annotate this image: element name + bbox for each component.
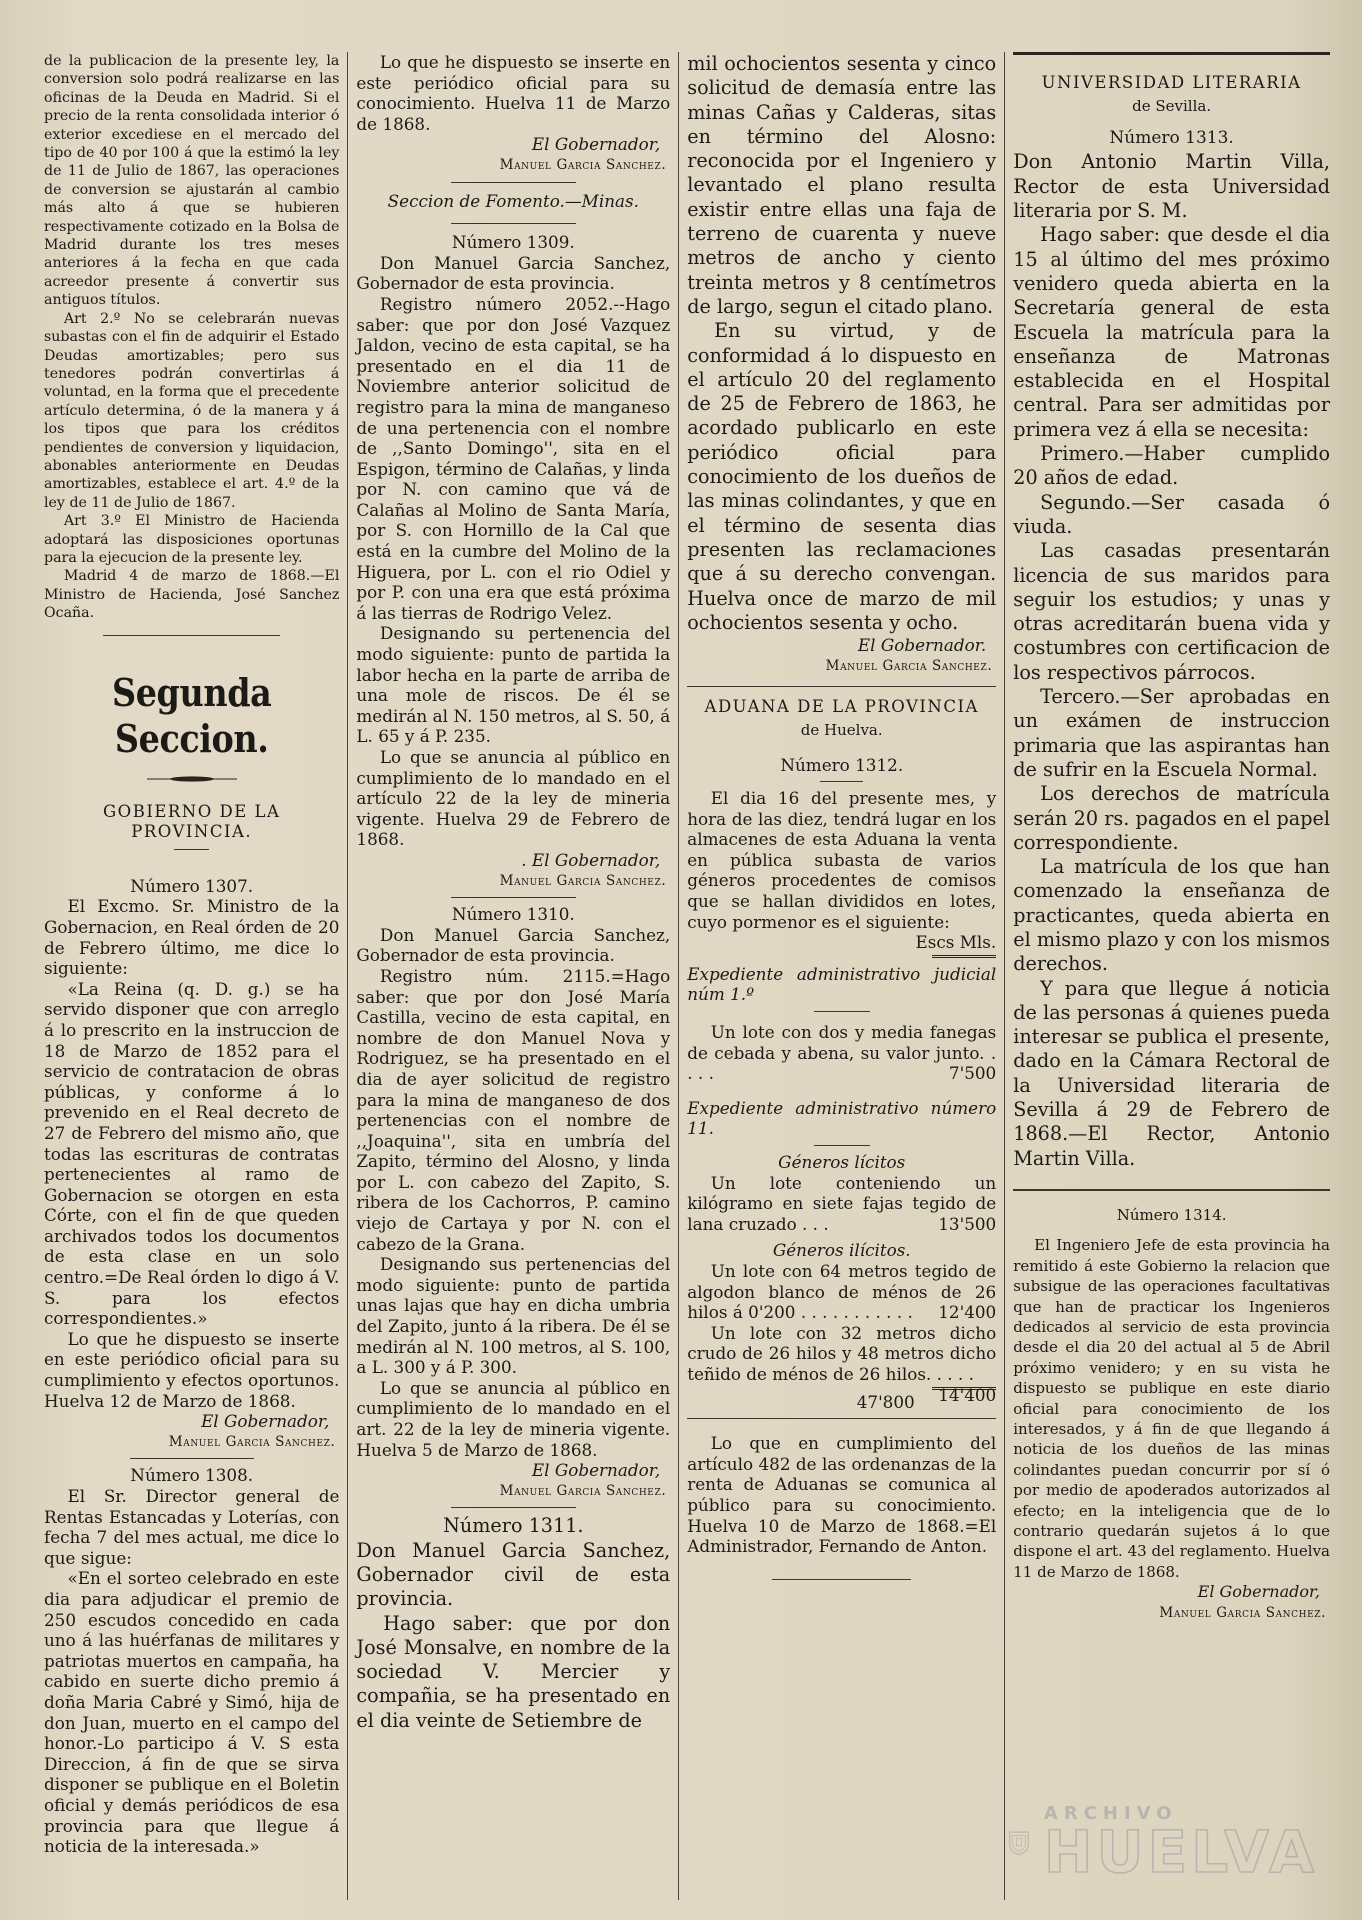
divider [1013,52,1330,55]
governor-title: El Gobernador, [1197,1582,1320,1602]
watermark-line-2: HUELVA [1043,1818,1318,1886]
notice-text: Tercero.—Ser aprobadas en un exámen de instruccion primaria que las aspirantas han de sufrir en la Escuela Normal. [1013,685,1330,781]
divider [451,897,577,898]
goods-category: Géneros lícitos [778,1152,906,1172]
notice-text: mil ochocientos sesenta y cinco solicitud de demasía entre las minas Cañas y Calderas, sitas en término del Alosno: reconocida por el Ingeniero y levantado el plano resulta existir entre ellas una faja de terreno de cuarenta y nueve metros de ancho y ciento treinta metros y 8 centímetros de largo, segun el citado plano. [687,52,997,318]
governor-name: Manuel Garcia Sanchez. [499,1482,667,1499]
lot-item: Un lote con 64 metros tegido de algodon blanco de ménos de 26 hilos á 0'200 . . . . . . . . . . . 12'400 [687,1260,997,1323]
notice-number: Número 1308. [130,1465,254,1486]
notice-text: Las casadas presentarán licencia de sus maridos para seguir los estudios; y unas y otras acreditarán buena vida y costumbres con certificacion de los respectivos párrocos. [1013,539,1330,684]
column-1 [36,52,347,1900]
column-2 [347,52,678,1900]
ornament-rule-icon [147,774,237,784]
governor-name: Manuel Garcia Sanchez. [499,872,667,889]
governor-title: El Gobernador, [531,134,661,155]
notice-text: Lo que he dispuesto se inserte en este periódico oficial para su conocimiento. Huelva 11 de Marzo de 1868. [356,52,671,134]
notice-number: Número 1307. [130,875,254,896]
notice-text: El Sr. Director general de Rentas Estancadas y Loterías, con fecha 7 del mes actual, me dice lo que sigue: [44,1486,340,1568]
divider [814,1011,870,1012]
total-amount: 47'800 [856,1391,915,1412]
governor-title: El Gobernador. [857,635,987,656]
notice-text: Designando su pertenencia del modo siguiente: punto de partida la labor hecha en la parte de arriba de una mole de riscos. De él se medirán al N. 150 metros, al S. 50, á L. 65 y á P. 235. [356,623,671,747]
university-heading: UNIVERSIDAD LITERARIA [1041,73,1302,92]
notice-text: Y para que llegue á noticia de las personas á quienes pueda interesar se publica el presente, dado en la Cámara Rectoral de la Universidad literaria de Sevilla á 29 de Febrero de 1868.—El Rector, Antonio Martin Villa. [1013,976,1330,1170]
notice-text: Lo que he dispuesto se inserte en este periódico oficial para su cumplimiento y efectos oportunos. Huelva 12 de Marzo de 1868. [44,1328,340,1411]
law-text-continuation: de la publicacion de la presente ley, la conversion solo podrá realizarse en las oficinas de la Deuda en Madrid. Si el precio de la renta consolidada interior ó exterior excediese en el mercado del tipo de 40 por 100 á que la estimó la ley de 11 de Julio de 1867, las operaciones de conversion se ajustarán al cambio más alto á que se hubieren respectivamente cotizado en la Bolsa de Madrid durante los tres meses anteriores á la fecha en que cada acreedor presente á convertir sus antiguos títulos. [44,53,340,309]
notice-text: Segundo.—Ser casada ó viuda. [1013,490,1330,538]
customs-heading: ADUANA DE LA PROVINCIA [704,697,979,717]
notice-number: Número 1313. [1109,128,1234,149]
notice-text: Lo que se anuncia al público en cumplimiento de lo mandado en el art. 22 de la ley de mineria vigente. Huelva 5 de Marzo de 1868. [356,1377,671,1460]
notice-text: Lo que en cumplimiento del artículo 482 de las ordenanzas de la renta de Aduanas se comunica al público para su conocimiento. Huelva 10 de Marzo de 1868.=El Administrador, Fernando de Anton. [687,1433,997,1557]
divider [687,1418,996,1419]
lot-item: Un lote con 32 metros dicho crudo de 26 hilos y 48 metros dicho teñido de ménos de 26 hilos. . . . . 14'400 [687,1322,997,1405]
column-3 [678,52,1004,1900]
notice-text: La matrícula de los que han comenzado la enseñanza de practicantes, queda abierta en el mismo plazo y con los mismos derechos. [1013,855,1330,976]
divider [451,223,577,224]
goods-category: Géneros ilícitos. [772,1240,911,1261]
governor-title: El Gobernador, [201,1411,330,1432]
notice-number: Número 1312. [780,754,904,775]
notice-text: Hago saber: que desde el dia 15 al último del mes próximo venidero queda abierta en la Secretaría general de esta Escuela la matrícula para la enseñanza de Matronas establecida en el Hospital central. Para ser admitidas por primera vez á ella se necesita: [1013,223,1330,441]
article-3: Art 3.º El Ministro de Hacienda adoptará las disposiciones oportunas para la ejecucion de la presente ley. [44,513,340,566]
divider [820,781,863,782]
section-title: Segunda Seccion. [111,669,272,761]
divider [1013,1189,1330,1191]
government-heading: GOBIERNO DE LA PROVINCIA. [102,801,281,842]
notice-text: «La Reina (q. D. g.) se ha servido disponer que con arreglo á lo prescrito en la instruccion de 18 de Marzo de 1852 para el servicio de contratacion de obras públicas, y conforme á lo prevenido en el Real decreto de 27 de Febrero del mismo año, que todas las escrituras de contratas pertenecientes al ramo de Gobernacion se otorgen en esta Córte, con el fin de que queden archivados todos los documentos de esta clase en un solo centro.=De Real órden lo digo á V. S. para los efectos correspondientes.» [44,978,340,1329]
notice-number: Número 1310. [451,904,575,925]
notice-number: Número 1314. [1116,1205,1227,1224]
lot-item: Un lote con dos y media fanegas de cebada y abena, su valor junto. . . . . 7'500 [687,1022,997,1084]
notice-text: Lo que se anuncia al público en cumplimiento de lo mandado en el artículo 22 de la ley de mineria vigente. Huelva 29 de Febrero de 1868. [356,747,671,850]
divider [103,635,280,636]
notice-number: Número 1309. [451,232,575,253]
notice-text: Los derechos de matrícula serán 20 rs. pagados en el papel correspondiente. [1013,782,1330,854]
governor-title: . El Gobernador, [521,849,661,870]
university-subheading: de Sevilla. [1132,96,1212,115]
watermark-line-1: ARCHIVO [1043,1803,1178,1824]
article-2: Art 2.º No se celebrarán nuevas subastas con el fin de adquirir el Estado Deudas amortizables; pero sus tenedores podrán convertirlas á voluntad, en la forma que el precedente artículo determina, ó de la manera y á los tipos que para los créditos pendientes de conversion y liquidacion, abonables anteriormente en Deudas amortizables, establece el art. 4.º de la ley de 11 de Julio de 1867. [44,310,340,511]
notice-text: En su virtud, y de conformidad á lo dispuesto en el artículo 20 del reglamento de 25 de Febrero de 1863, he acordado publicarlo en este periódico oficial para conocimiento de los dueños de las minas colindantes, y que en el término de sesenta dias presenten las reclamaciones que á su derecho convengan. Huelva once de marzo de mil ochocientos sesenta y ocho. [687,319,997,634]
section-subheading: Seccion de Fomento.—Minas. [387,190,639,211]
expediente-title: Expediente administrativo judicial núm 1.º [687,963,997,1005]
divider [451,182,577,183]
divider [772,1579,911,1580]
lot-item: Un lote conteniendo un kilógramo en siete fajas tegido de lana cruzado . . . 13'500 [687,1172,997,1234]
law-signature: Madrid 4 de marzo de 1868.—El Ministro de Hacienda, José Sanchez Ocaña. [44,568,340,622]
notice-text: Registro núm. 2115.=Hago saber: que por don José María Castilla, vecino de esta capital, en nombre de don Manuel Nova y Rodriguez, se ha presentado en el dia de ayer solicitud de registro para la mina de manganeso de dos pertenencias con el nombre de ,,Joaquina'', sita en umbría del Zapito, término del Alosno, y linda por L. con cabezo del Zapito, S. ribera de los Cachorros, P. camino viejo de Cartaya y por N. con el cabezo de la Grana. [356,965,671,1254]
notice-text: Don Manuel Garcia Sanchez, Gobernador de esta provincia. [356,924,671,966]
notice-text: Primero.—Haber cumplido 20 años de edad. [1013,442,1330,490]
divider [174,849,209,850]
notice-text: El Ingeniero Jefe de esta provincia ha remitido á este Gobierno la relacion que subsigue de las operaciones facultativas que han de practicar los Ingenieros dedicados al servicio de esta provincia desde el dia 20 del actual al 5 de Abril próximo venidero; y en su vista he dispuesto se publique en este diario oficial para conocimiento de los interesados, y á fin de que llegando á noticia de los dueños de las minas colindantes puedan concurrir por sí ó por medio de apoderados autorizados al efecto; en la inteligencia que de lo contrario quedarán sujetos á lo que dispone el art. 43 del reglamento. Huelva 11 de Marzo de 1868. [1013,1236,1330,1581]
notice-text: Don Manuel Garcia Sanchez, Gobernador civil de esta provincia. [356,1538,671,1611]
notice-text: El dia 16 del presente mes, y hora de las diez, tendrá lugar en los almacenes de esta Aduana la venta en pública subasta de varios géneros procedentes de comisos que se hallan divididos en lotes, cuyo pormenor es el siguiente: [687,788,997,932]
notice-text: Don Manuel Garcia Sanchez, Gobernador de esta provincia. [356,252,671,294]
divider [932,955,996,958]
notice-text: Don Antonio Martin Villa, Rector de esta Universidad literaria por S. M. [1013,150,1330,223]
notice-number: Número 1311. [443,1514,584,1538]
governor-title: El Gobernador, [531,1460,661,1481]
governor-name: Manuel Garcia Sanchez. [1159,1604,1326,1621]
governor-name: Manuel Garcia Sanchez. [825,657,993,674]
divider [130,1458,254,1459]
notice-text: El Excmo. Sr. Ministro de la Gobernacion, en Real órden de 20 de Febrero último, me dice lo siguiente: [44,896,340,979]
customs-subheading: de Huelva. [800,720,883,739]
column-header: Escs Mls. [915,932,997,953]
divider [451,1507,577,1508]
governor-name: Manuel Garcia Sanchez. [499,156,667,173]
divider [814,1145,870,1146]
notice-text: Designando sus pertenencias del modo siguiente: punto de partida unas lajas que hay en dicha umbria del Zapito, junto á la ribera. De él se medirán al N. 100 metros, al S. 100, a L. 300 y á P. 300. [356,1254,671,1378]
notice-text: Registro número 2052.--Hago saber: que por don José Vazquez Jaldon, vecino de esta capital, se ha presentado en el dia 11 de Noviembre anterior solicitud de registro para la mina de manganeso de una pertenencia con el nombre de ,,Santo Domingo'', sita en el Espigon, término de Calañas, y linda por N. con camino que vá de Calañas al Molino de Santa María, por S. con Hornillo de la Cal que está en la cumbre del Molino de la Higuera, por L. con el rio Odiel y por P. con una era que está próxima á las tierras de Rodrigo Velez. [356,293,671,623]
column-4 [1004,52,1338,1900]
governor-name: Manuel Garcia Sanchez. [168,1433,336,1450]
notice-text: «En el sorteo celebrado en este dia para adjudicar el premio de 250 escudos concedido en cada uno á las huérfanas de militares y patriotas muertos en campaña, ha cabido en suerte dicho premio á doña Maria Cabré y Simó, hija de don Juan, muerto en el campo del honor.-Lo participo á V. S esta Direccion, á fin de que se sirva disponer se publique en el Boletin oficial y demás periódicos de esa provincia para que llegue á noticia de la interesada.» [44,1568,340,1857]
notice-text: Hago saber: que por don José Monsalve, en nombre de la sociedad V. Mercier y compañia, se ha presentado en el dia veinte de Setiembre de [356,1611,671,1732]
divider [687,686,996,687]
expediente-title: Expediente administrativo número 11. [687,1097,997,1139]
